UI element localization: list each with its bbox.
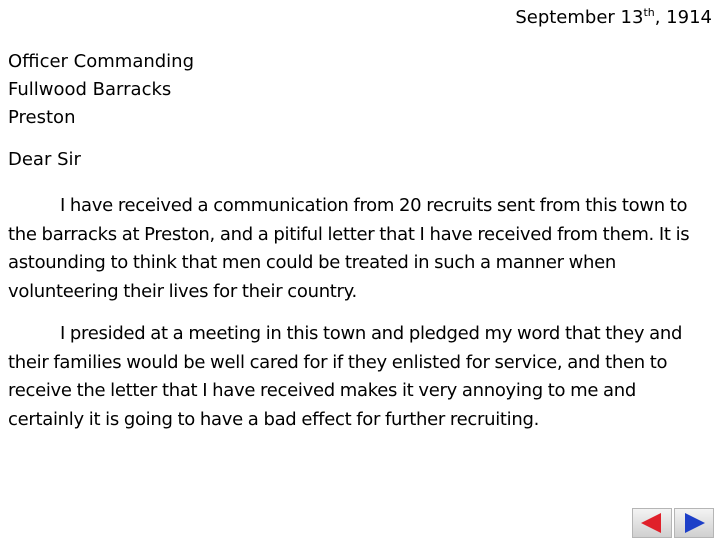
letter-body: [8, 192, 712, 448]
address-line-2: Fullwood Barracks: [8, 79, 172, 100]
letter-date: [515, 4, 712, 32]
date-prefix: September 13: [515, 7, 644, 28]
salutation: Dear Sir: [8, 149, 81, 170]
right-arrow-icon: [674, 508, 714, 538]
paragraph-1: I have received a communication from 20 recruits sent from this town to the barracks at Preston, and a pitiful letter that I have received from them. It is astounding to think that men could be treated in such a manner when volunteering their lives for their country.: [8, 195, 690, 302]
previous-button[interactable]: [632, 508, 672, 538]
date-ordinal: th: [643, 6, 655, 19]
address-line-3: Preston: [8, 107, 76, 128]
slide-navigation: [632, 508, 714, 538]
next-button[interactable]: [674, 508, 714, 538]
recipient-address: [8, 48, 194, 132]
date-suffix: , 1914: [654, 7, 712, 28]
left-arrow-icon: [632, 508, 672, 538]
paragraph-2: I presided at a meeting in this town and pledged my word that they and their families would be well cared for if they enlisted for service, and then to receive the letter that I have received makes it very annoying to me and certainly it is going to have a bad effect for further recruiting.: [8, 323, 683, 430]
address-line-1: Officer Commanding: [8, 51, 195, 72]
